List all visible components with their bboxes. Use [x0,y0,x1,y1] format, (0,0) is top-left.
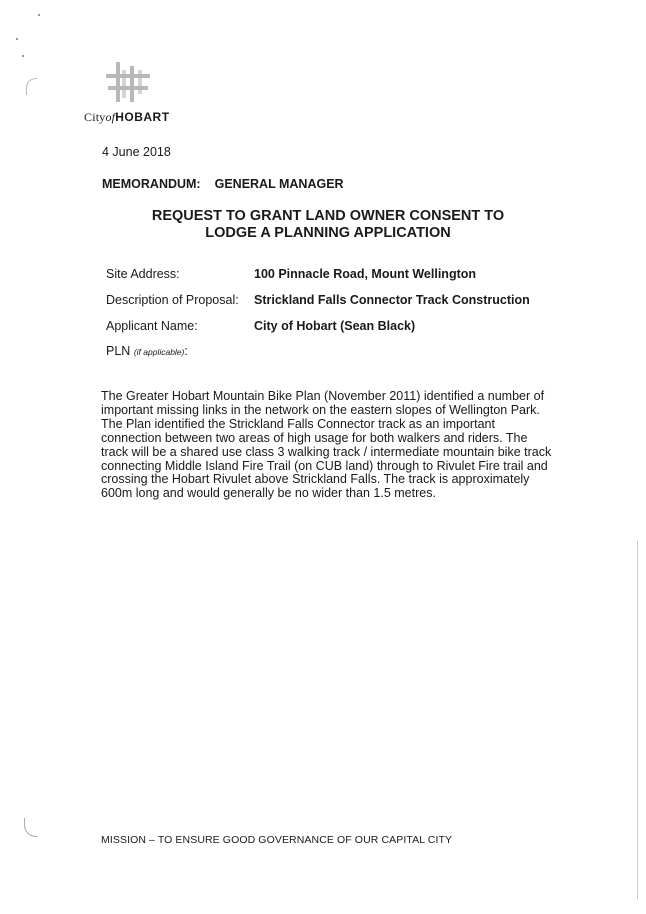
description-label: Description of Proposal: [106,293,239,307]
logo-wordmark: CityofHOBART [84,110,170,124]
memo-recipient: GENERAL MANAGER [214,177,344,191]
applicant-label: Applicant Name: [106,319,198,333]
site-address-value: 100 Pinnacle Road, Mount Wellington [254,267,477,281]
memo-heading [102,177,344,191]
title-line-1: REQUEST TO GRANT LAND OWNER CONSENT TO [151,208,505,224]
city-of-hobart-logo [106,62,150,102]
scan-speck [38,14,40,16]
scan-edge-line [637,540,638,900]
description-value: Strickland Falls Connector Track Construction [254,293,530,307]
mission-footer: MISSION – TO ENSURE GOOD GOVERNANCE OF OUR CAPITAL CITY [101,834,453,846]
description-row [106,293,530,307]
scan-edge-mark [24,818,37,837]
title-line-2: LODGE A PLANNING APPLICATION [205,225,451,241]
pln-qualifier: (if applicable) [133,347,185,357]
scan-speck [16,38,18,40]
site-address-row [106,267,476,281]
document-title [100,208,556,242]
applicant-value: City of Hobart (Sean Black) [254,319,416,333]
scan-speck [22,55,24,57]
memo-date: 4 June 2018 [102,145,171,159]
pln-colon: : [184,344,188,358]
pln-label: PLN [106,344,131,358]
memo-label: MEMORANDUM: [102,177,201,191]
proposal-paragraph: The Greater Hobart Mountain Bike Plan (November 2011) identified a number of important missing links in the network on the eastern slopes of Wellington Park. The Plan identified the Strickland Falls Connector track as an important connection between two areas of high usage for both walkers and riders. The track will be a shared use class 3 walking track / intermediate mountain bike track connecting Middle Island Fire Trail (on CUB land) through to Rivulet Fire trail and crossing the Hobart Rivulet above Strickland Falls. The track is approximately 600m long and would generally be no wider than 1.5 metres. [101,389,552,501]
applicant-row [106,319,415,333]
scan-edge-mark [26,78,37,95]
site-address-label: Site Address: [106,267,180,281]
pln-row [106,344,188,358]
